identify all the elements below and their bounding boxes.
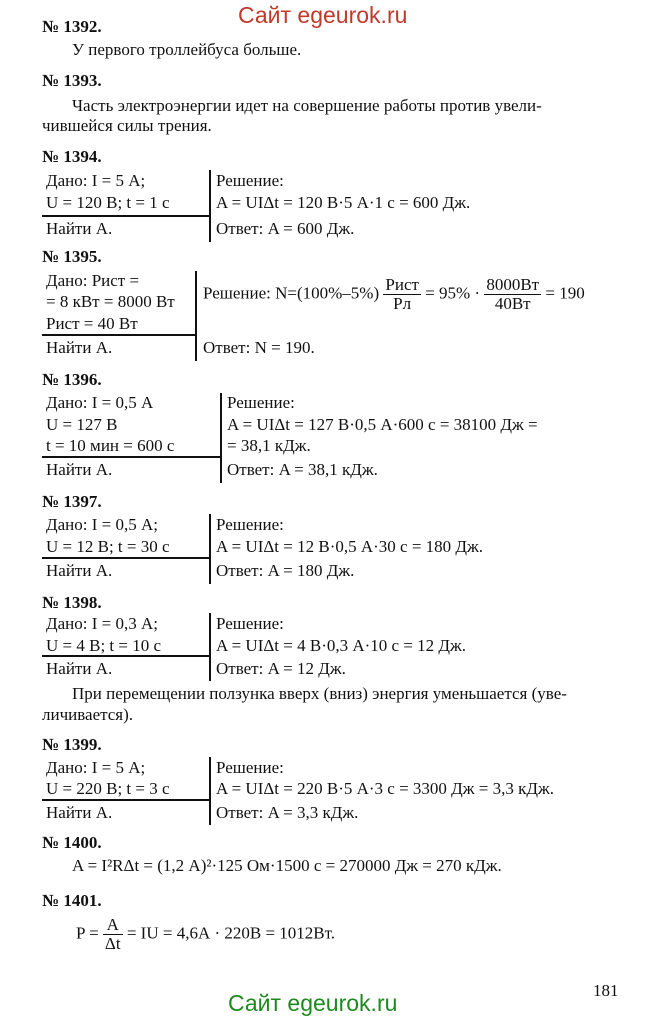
given-line-3: t = 10 мин = 600 с	[46, 436, 175, 455]
answer-line: Ответ: A = 12 Дж.	[216, 659, 346, 678]
solution-formula: A = UIΔt = 12 В·0,5 А·30 с = 180 Дж.	[216, 537, 484, 556]
given-line-2: = 8 кВт = 8000 Вт	[46, 292, 175, 311]
given-line-1: Дано: Pист =	[46, 271, 140, 290]
problem-number-1399: № 1399.	[42, 735, 102, 754]
answer-line: Ответ: A = 180 Дж.	[216, 561, 355, 580]
formula-1401	[76, 916, 335, 953]
given-divider-vertical	[209, 514, 211, 584]
given-divider-horizontal	[42, 215, 211, 217]
fraction-numerator: 8000Вт	[486, 275, 540, 294]
problem-number-1394: № 1394.	[42, 147, 102, 166]
given-divider-vertical	[220, 393, 222, 483]
given-line-2: U = 220 В; t = 3 с	[46, 779, 170, 798]
problem-number-1395: № 1395.	[42, 247, 102, 266]
solution-formula: A = UIΔt = 4 В·0,3 А·10 с = 12 Дж.	[216, 636, 467, 655]
formula-1400: A = I²RΔt = (1,2 А)²·125 Ом·1500 с = 270000 Дж = 270 кДж.	[72, 856, 502, 875]
answer-line: Ответ: A = 3,3 кДж.	[216, 803, 359, 822]
solution-formula: A = UIΔt = 120 В·5 А·1 с = 600 Дж.	[216, 193, 471, 212]
given-divider-vertical	[209, 170, 211, 242]
fraction-power-ratio	[383, 276, 421, 313]
answer-text-1393-line2: чившейся силы трения.	[42, 116, 212, 135]
answer-line: Ответ: A = 38,1 кДж.	[227, 460, 378, 479]
problem-number-1398: № 1398.	[42, 593, 102, 612]
fraction-denominator: Pл	[383, 294, 421, 313]
problem-number-1401: № 1401.	[42, 891, 102, 910]
watermark-bottom: Сайт egeurok.ru	[228, 990, 398, 1016]
given-line-1: Дано: I = 5 А;	[46, 171, 146, 190]
problem-number-1393: № 1393.	[42, 71, 102, 90]
solution-heading: Решение:	[227, 393, 295, 412]
solution-heading: Решение:	[216, 614, 284, 633]
fraction-denominator: 40Вт	[484, 294, 541, 313]
note-line-2: личивается).	[42, 705, 134, 724]
note-line-1: При перемещении ползунка вверх (вниз) энергия уменьшается (уве-	[72, 684, 567, 703]
answer-line: Ответ: N = 190.	[203, 338, 315, 357]
find-label: Найти A.	[46, 219, 113, 238]
problem-number-1397: № 1397.	[42, 492, 102, 511]
fraction-work-over-time	[103, 916, 123, 953]
solution-heading: Решение:	[216, 515, 284, 534]
given-divider-vertical	[209, 613, 211, 681]
problem-number-1396: № 1396.	[42, 370, 102, 389]
given-line-1: Дано: I = 0,5 А	[46, 393, 154, 412]
given-divider-horizontal	[42, 799, 211, 801]
equation-middle: = 95% ·	[425, 283, 481, 303]
answer-text-1393-line1: Часть электроэнергии идет на совершение работы против увели-	[72, 96, 542, 115]
equation-result: = 190	[545, 283, 585, 303]
given-line-2: U = 12 В; t = 30 с	[46, 537, 170, 556]
problem-number-1392: № 1392.	[42, 17, 102, 36]
find-label: Найти A.	[46, 659, 113, 678]
given-line-2: U = 120 В; t = 1 с	[46, 193, 170, 212]
solution-heading: Решение:	[216, 758, 284, 777]
given-divider-vertical	[209, 757, 211, 825]
given-line-3: Pист = 40 Вт	[46, 314, 138, 333]
fraction-denominator: Δt	[104, 933, 121, 953]
find-label: Найти A.	[46, 803, 113, 822]
given-divider-vertical	[195, 271, 197, 361]
given-line-2: U = 4 В; t = 10 с	[46, 636, 162, 655]
page-number: 181	[593, 981, 619, 1000]
given-divider-horizontal	[42, 456, 222, 458]
given-divider-horizontal	[42, 334, 197, 336]
given-line-1: Дано: I = 5 А;	[46, 758, 146, 777]
solution-formula	[203, 276, 585, 313]
solution-formula: A = UIΔt = 127 В·0,5 А·600 с = 38100 Дж =	[227, 415, 538, 434]
formula-lhs: P =	[76, 923, 99, 943]
fraction-values	[484, 276, 541, 313]
solution-heading: Решение:	[216, 171, 284, 190]
answer-line: Ответ: A = 600 Дж.	[216, 219, 355, 238]
fraction-numerator: Pист	[385, 275, 419, 294]
formula-rhs: = IU = 4,6А · 220В = 1012Вт.	[126, 923, 336, 943]
find-label: Найти A.	[46, 561, 113, 580]
find-label: Найти A.	[46, 338, 113, 357]
fraction-numerator: A	[106, 915, 119, 934]
solution-heading: Решение: N=(100%–5%)	[203, 283, 380, 303]
given-divider-horizontal	[42, 655, 211, 657]
given-line-2: U = 127 В	[46, 415, 118, 434]
given-divider-horizontal	[42, 557, 211, 559]
solution-formula: A = UIΔt = 220 В·5 А·3 с = 3300 Дж = 3,3 кДж.	[216, 779, 554, 798]
answer-text-1392: У первого троллейбуса больше.	[72, 40, 302, 59]
find-label: Найти A.	[46, 460, 113, 479]
problem-number-1400: № 1400.	[42, 833, 102, 852]
solution-formula-continued: = 38,1 кДж.	[227, 436, 311, 455]
given-line-1: Дано: I = 0,5 А;	[46, 515, 158, 534]
watermark-top: Сайт egeurok.ru	[238, 2, 408, 28]
given-line-1: Дано: I = 0,3 А;	[46, 614, 158, 633]
